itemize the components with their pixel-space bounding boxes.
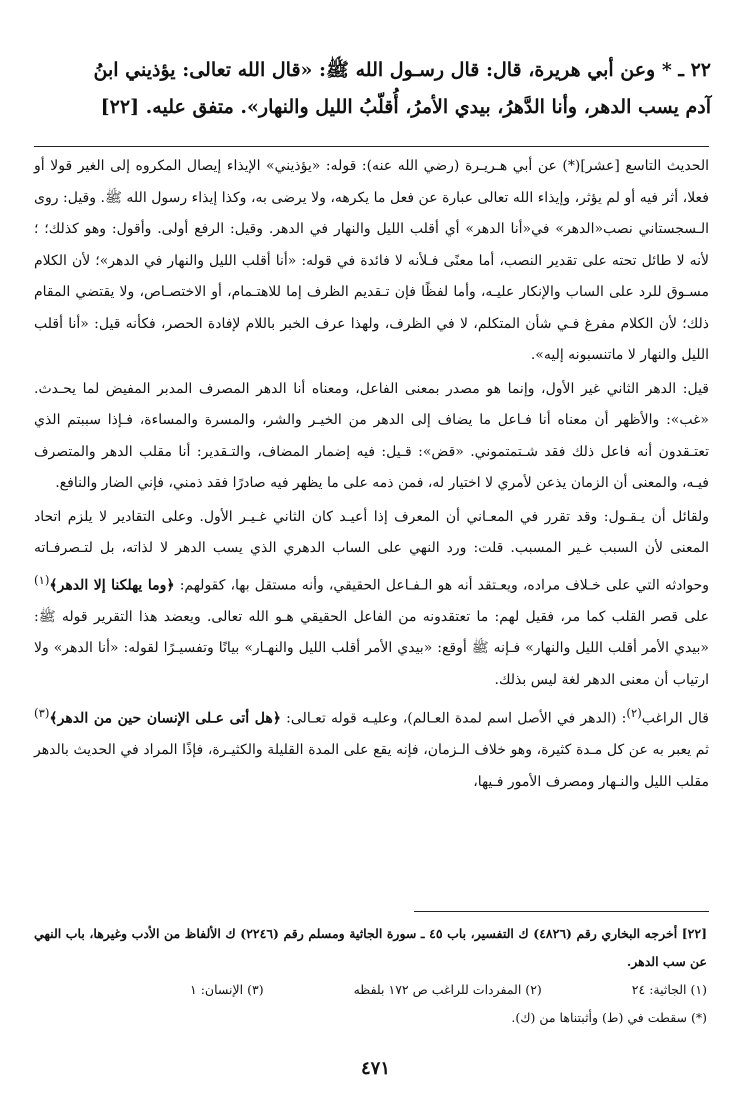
footnote-3: (٣) الإنسان: ١ (190, 982, 264, 997)
paragraph-4-text-a: قال الراغب (641, 710, 709, 727)
quran-quote-2: ﴿هل أتى عـلى الإنسان حين من الدهر﴾ (49, 710, 281, 727)
footnote-star: (*) سقطت في (ط) وأثبتناها من (ك). (511, 1010, 707, 1025)
paragraph-3-text-b: على قصر القلب كما مر، فقيل لهم: ما تعتقدونه من الفاعل الحقيقي هـو الله تعالى. ويعضد هذا التقرير قوله ﷺ: «بيدي الأمر أقلب الليل والنهار» فـإنه ﷺ أوقع: «بيدي الأمر أقلب الليل والنهـار» بيانًا وتفسيـرًا لقوله: «أنا الدهر» ولا ارتياب أن معنى الدهر لغة ليس بذلك. (34, 608, 709, 688)
commentary-paragraph-4 (34, 698, 709, 798)
footnote-ref-1: (١) (34, 572, 50, 587)
header-divider (34, 146, 709, 147)
footnote-takhrij: [٢٢] أخرجه البخاري رقم (٤٨٢٦) ك التفسير، باب ٤٥ ـ سورة الجاثية ومسلم رقم (٢٢٤٦) ك الألفاظ من الأدب وغيرها، باب النهي عن سب الدهر. (34, 926, 707, 969)
footnote-ref-3: (٣) (34, 706, 50, 721)
commentary-paragraph-2: قيل: الدهر الثاني غير الأول، وإنما هو مصدر بمعنى الفاعل، ومعناه أنا الدهر المصرف المدبر المفيض لما يحـدث. «غب»: والأظهر أن معناه أنا فـاعل ما يضاف إلى الدهر من الخيـر والشر، والمسرة والمساءة، فـإذا سببتم الذي تعتـقدون أنه فاعل ذلك فقد شـتمتموني. «قض»: قـيل: فيه إضمار المضاف، والتـقدير: أنا مقلب الدهر والمتصرف فيـه، والمعنى أن الزمان يذعن لأمري لا اختيار له، فمن ذمه على ما يظهر فيه صادرًا فقد ذمني، فإني الضار والنافع. (34, 380, 709, 491)
hadith-line-1: ٢٢ ـ * وعن أبي هريرة، قال: قال رسـول الله ﷺ: «قال الله تعالى: يؤذيني ابنُ (93, 59, 711, 81)
footnote-1: (١) الجاثية: ٢٤ (631, 982, 707, 997)
paragraph-3-text-a: ولقائل أن يـقـول: وقد تقرر في المعـاني أن المعرف إذا أعيـد كان الثاني غـيـر الأول. وعلى التقادير لا يلزم اتحاد المعنى لأن السبب غـير المسبب. قلت: ورد النهي على الساب الدهري الذي يسب الدهر لا لذاته، بل لتـصرفـاته وحوادثه التي على خـلاف مراده، ويعـتقد أنه هو الـفـاعل الحقيقي، وأنه مستقل بها، كقولهم: (34, 508, 710, 594)
commentary-paragraph-1: الحديث التاسع [عشر](*) عن أبي هـريـرة (رضي الله عنه): قوله: «يؤذيني» الإيذاء إيصال المكروه إلى الغير قولا أو فعلا، أثر فيه أو لم يؤثر، وإيذاء الله تعالى عبارة عن فعل ما يكرهه، ولا يرضى به، وكذا إيذاء رسول الله ﷺ. وقيل: روى الـسجستاني نصب«الدهر» في«أنا الدهر» أي أقلب الليل والنهار في الدهر. وقيل: الرفع أولى. وأقول: وهو كذلك؛ ؛ لأنه لا طائل تحته على تقدير النصب، أما معنًى فـلأنه لا فائدة في قوله: «أنا أقلب الليل والنهار في الدهر»؛ لأن الكلام مسـوق للرد على الساب والإنكار عليـه، وأما لفظًا فإن تـقديم الظرف إما للاهتـمام، أو الاختصـاص، ولا يقتضي المقام ذلك؛ لأن الكلام مفرغ فـي شأن المتكلم، لا في الظرف، ولهذا عرف الخبر باللام لإفادة الحصر، فكأنه قيل: «أنا أقلب الليل والنهار لا ماتنسبونه إليه». (34, 158, 709, 363)
hadith-line-2: آدم يسب الدهر، وأنا الدَّهرُ، بيدي الأمرُ، أُقلّبُ الليل والنهار». متفق عليه. [٢٢] (100, 96, 711, 118)
hadith-text (34, 52, 711, 126)
page-number: ٤٧١ (360, 1058, 390, 1079)
quran-quote-1: ﴿وما يهلكنا إلا الدهر﴾ (49, 577, 175, 594)
paragraph-4-text-b: : (الدهر في الأصل اسم لمدة العـالم)، وعليـه قوله تعـالى: (280, 710, 627, 727)
footnote-row (34, 976, 707, 1004)
commentary-body (34, 151, 709, 798)
footnote-ref-2: (٢) (626, 706, 642, 721)
footnote-divider (414, 911, 709, 912)
commentary-paragraph-3 (34, 502, 709, 697)
footnote-2: (٢) المفردات للراغب ص ١٧٢ بلفظه (353, 982, 542, 997)
paragraph-4-text-c: ثم يعبر به عن كل مـدة كثيرة، وهو خلاف الـزمان، فإنه يقع على المدة القليلة والكثيـرة، فإذًا المراد في الحديث بالدهر مقلب الليل والنـهار ومصرف الأمور فـيها، (34, 742, 709, 790)
footnotes (34, 920, 707, 1032)
